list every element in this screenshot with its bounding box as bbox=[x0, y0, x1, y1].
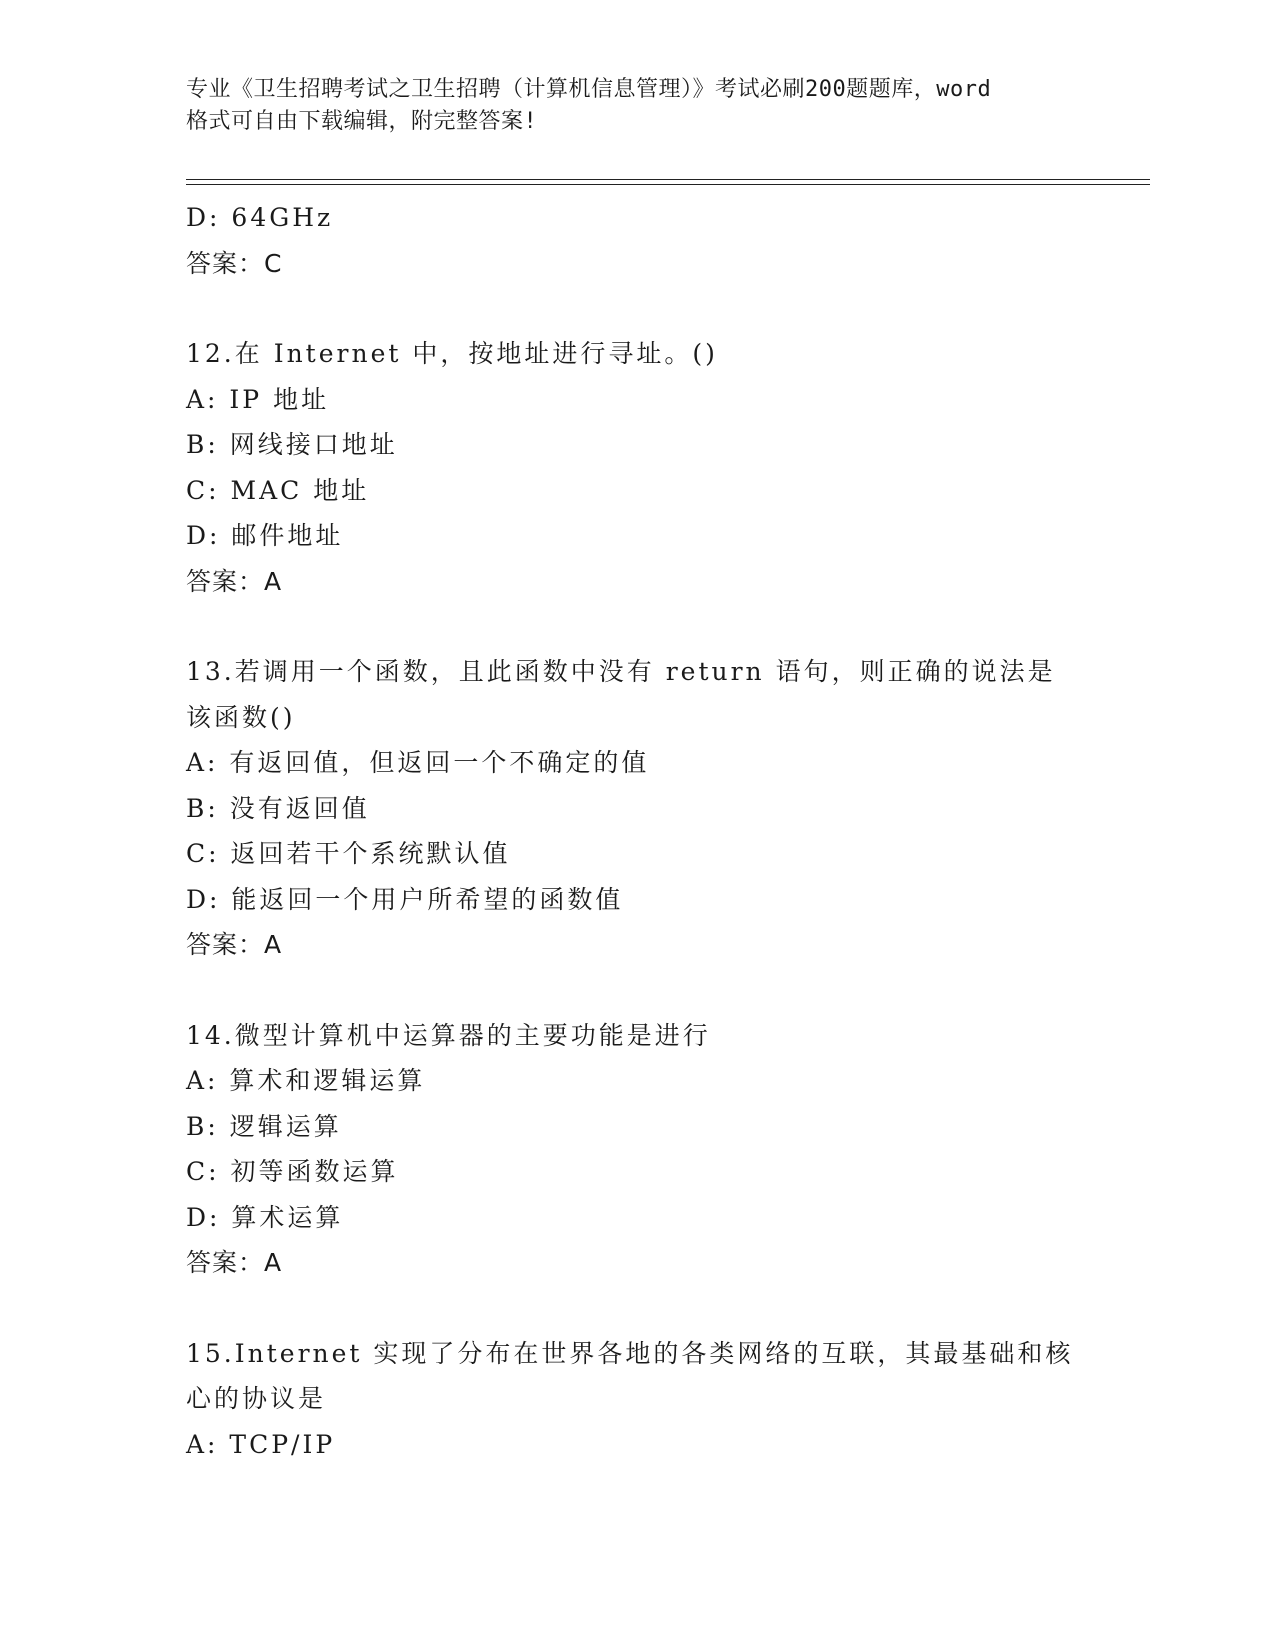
question-stem-continued: 心的协议是 bbox=[186, 1384, 327, 1413]
option-b: B: 没有返回值 bbox=[186, 793, 370, 823]
option-a: A: 有返回值，但返回一个不确定的值 bbox=[186, 748, 650, 777]
question-stem-continued: 该函数() bbox=[186, 702, 296, 732]
page-header bbox=[186, 74, 1086, 138]
question-stem: 14.微型计算机中运算器的主要功能是进行 bbox=[186, 1020, 711, 1050]
option-d: D: 64GHz bbox=[186, 203, 334, 232]
option-b: B: 网线接口地址 bbox=[186, 430, 398, 459]
header-line-2: 格式可自由下载编辑，附完整答案! bbox=[186, 109, 538, 134]
answer: 答案：C bbox=[186, 248, 283, 278]
question-14 bbox=[186, 1013, 1136, 1286]
spacer bbox=[186, 286, 1136, 331]
spacer bbox=[186, 604, 1136, 649]
option-d: D: 算术运算 bbox=[186, 1202, 344, 1232]
spacer bbox=[186, 968, 1136, 1013]
header-rule-top bbox=[186, 179, 1150, 180]
question-stem: 15.Internet 实现了分布在世界各地的各类网络的互联，其最基础和核 bbox=[186, 1338, 1074, 1368]
option-a: A: TCP/IP bbox=[186, 1429, 336, 1459]
question-15 bbox=[186, 1331, 1136, 1468]
option-d: D: 邮件地址 bbox=[186, 521, 344, 550]
question-13 bbox=[186, 649, 1136, 968]
option-a: A: IP 地址 bbox=[186, 384, 330, 414]
header-rule-bottom bbox=[186, 184, 1150, 185]
option-c: C: MAC 地址 bbox=[186, 475, 370, 505]
question-list bbox=[186, 195, 1136, 1467]
spacer bbox=[186, 1286, 1136, 1331]
option-b: B: 逻辑运算 bbox=[186, 1111, 342, 1141]
question-12 bbox=[186, 331, 1136, 604]
answer: 答案：A bbox=[186, 566, 283, 596]
option-d: D: 能返回一个用户所希望的函数值 bbox=[186, 884, 624, 914]
question-stem: 12.在 Internet 中，按地址进行寻址。() bbox=[186, 339, 718, 368]
question-stem: 13.若调用一个函数，且此函数中没有 return 语句，则正确的说法是 bbox=[186, 657, 1056, 686]
header-line-1: 专业《卫生招聘考试之卫生招聘（计算机信息管理）》考试必刷200题题库，word bbox=[186, 77, 992, 102]
option-c: C: 初等函数运算 bbox=[186, 1157, 399, 1186]
option-c: C: 返回若干个系统默认值 bbox=[186, 839, 511, 868]
answer: 答案：A bbox=[186, 930, 283, 959]
option-a: A: 算术和逻辑运算 bbox=[186, 1066, 426, 1095]
answer: 答案：A bbox=[186, 1248, 283, 1277]
